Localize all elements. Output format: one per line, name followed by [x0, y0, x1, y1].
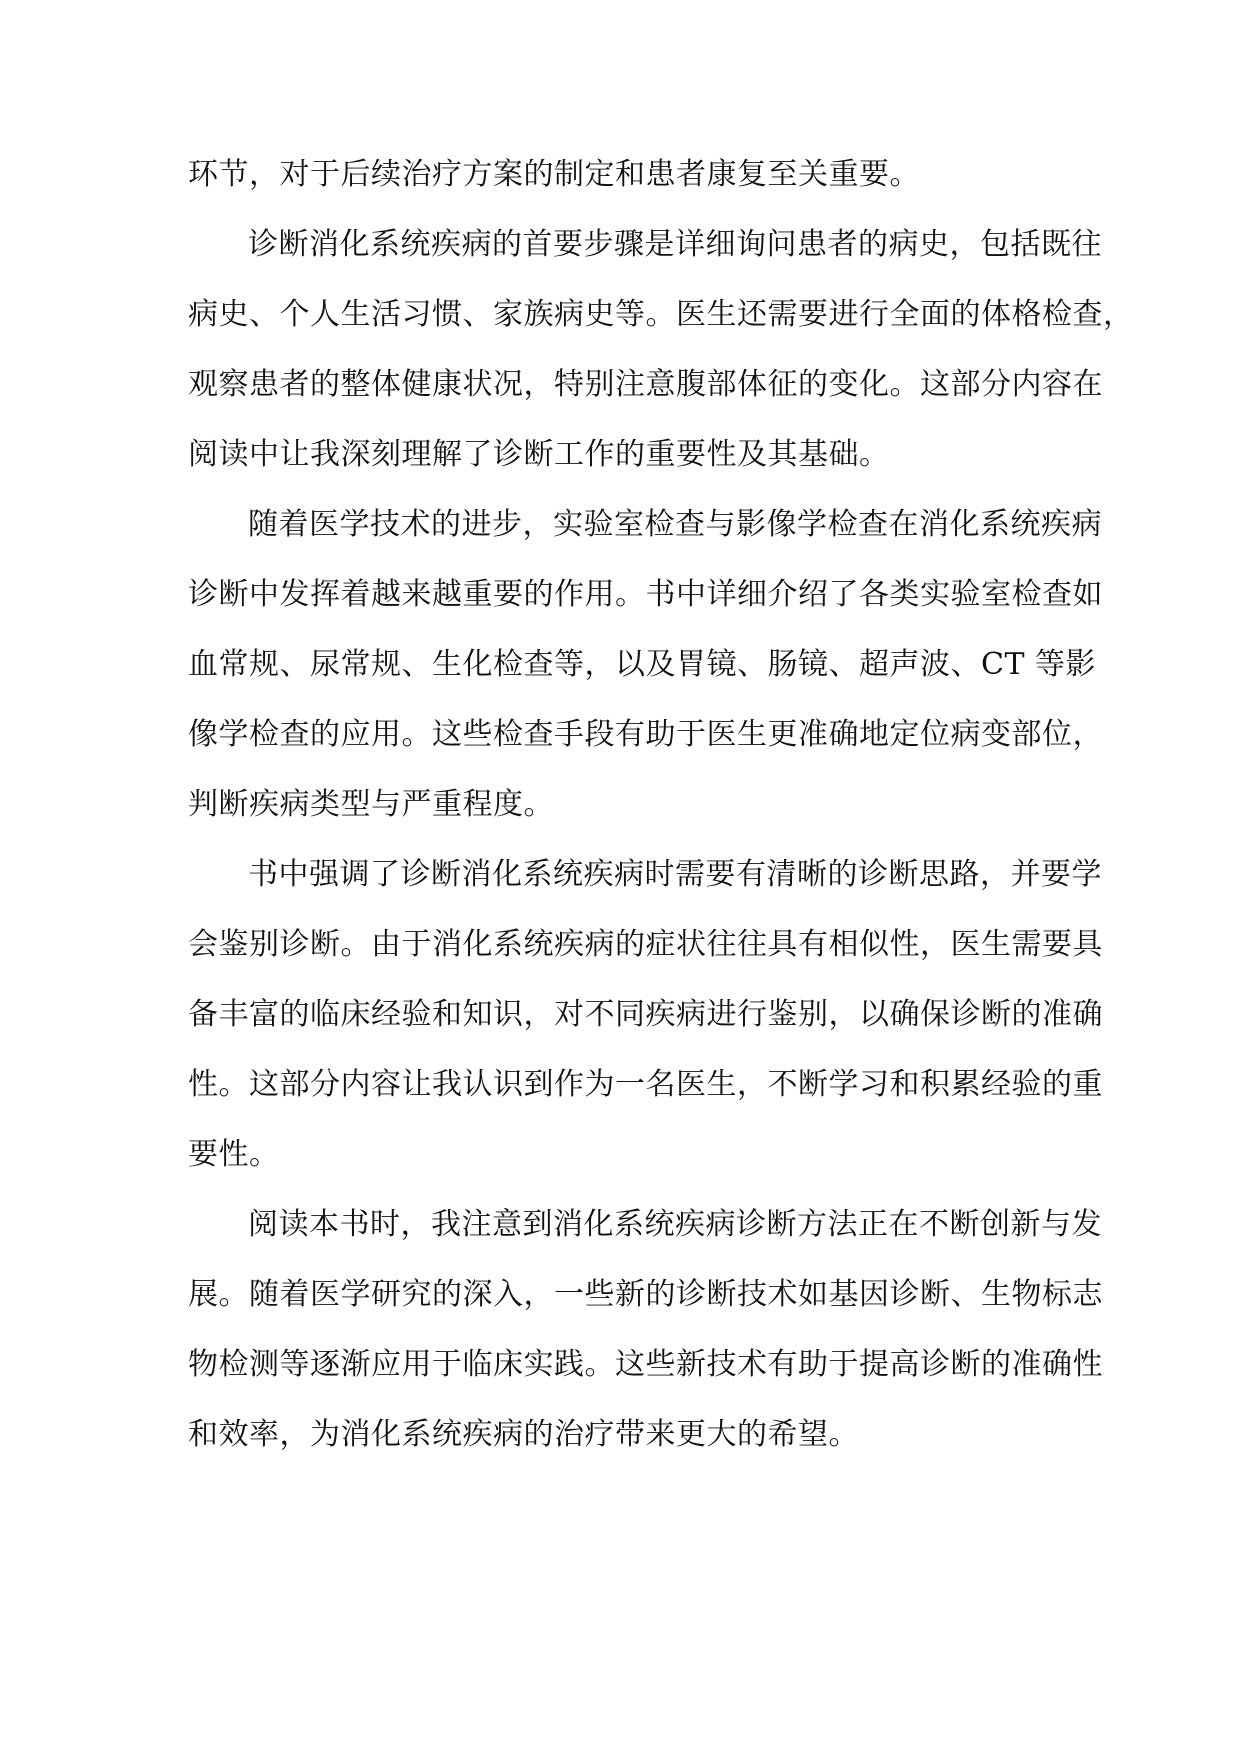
body-text	[188, 140, 1134, 1470]
paragraph-line: 会鉴别诊断。由于消化系统疾病的症状往往具有相似性，医生需要具	[188, 927, 1103, 962]
paragraph-2	[188, 210, 1134, 490]
paragraph-line: 环节，对于后续治疗方案的制定和患者康复至关重要。	[188, 157, 920, 192]
paragraph-line: 展。随着医学研究的深入，一些新的诊断技术如基因诊断、生物标志	[188, 1277, 1103, 1312]
paragraph-line: 判断疾病类型与严重程度。	[188, 787, 554, 822]
paragraph-line: 血常规、尿常规、生化检查等，以及胃镜、肠镜、超声波、CT 等影	[188, 647, 1096, 682]
paragraph-3	[188, 490, 1103, 840]
paragraph-line: 性。这部分内容让我认识到作为一名医生，不断学习和积累经验的重	[188, 1067, 1103, 1102]
paragraph-line: 要性。	[188, 1137, 280, 1172]
paragraph-line: 诊断中发挥着越来越重要的作用。书中详细介绍了各类实验室检查如	[188, 577, 1103, 612]
paragraph-line: 物检测等逐渐应用于临床实践。这些新技术有助于提高诊断的准确性	[188, 1347, 1103, 1382]
paragraph-line: 阅读本书时，我注意到消化系统疾病诊断方法正在不断创新与发	[248, 1207, 1102, 1242]
paragraph-1	[188, 140, 1058, 210]
paragraph-line: 病史、个人生活习惯、家族病史等。医生还需要进行全面的体格检查，	[188, 297, 1134, 332]
paragraph-line: 备丰富的临床经验和知识，对不同疾病进行鉴别，以确保诊断的准确	[188, 997, 1103, 1032]
paragraph-4	[188, 840, 1103, 1190]
paragraph-line: 诊断消化系统疾病的首要步骤是详细询问患者的病史，包括既往	[248, 227, 1102, 262]
paragraph-line: 阅读中让我深刻理解了诊断工作的重要性及其基础。	[188, 437, 890, 472]
paragraph-line: 随着医学技术的进步，实验室检查与影像学检查在消化系统疾病	[248, 507, 1102, 542]
paragraph-5	[188, 1190, 1103, 1470]
paragraph-line: 观察患者的整体健康状况，特别注意腹部体征的变化。这部分内容在	[188, 367, 1103, 402]
paragraph-line: 像学检查的应用。这些检查手段有助于医生更准确地定位病变部位，	[188, 717, 1103, 752]
paragraph-line: 书中强调了诊断消化系统疾病时需要有清晰的诊断思路，并要学	[248, 857, 1102, 892]
paragraph-line: 和效率，为消化系统疾病的治疗带来更大的希望。	[188, 1417, 859, 1452]
